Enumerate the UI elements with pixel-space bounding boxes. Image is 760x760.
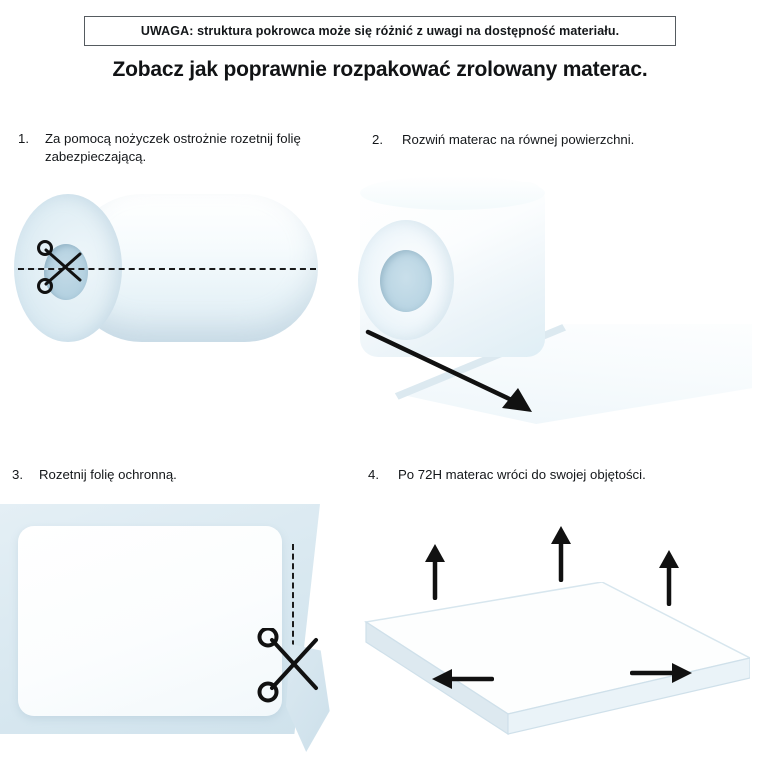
- mattress-roll-core-hole: [380, 250, 432, 312]
- notice-text: UWAGA: struktura pokrowca może się różnić z uwagi na dostępność materiału.: [140, 24, 620, 38]
- step-3-number: 3.: [12, 467, 23, 482]
- figure-expanded-mattress: [352, 520, 752, 760]
- step-3-label: [12, 466, 312, 484]
- arrow-diagonal-icon: [362, 326, 552, 421]
- figure-rolled-mattress: [8, 186, 338, 366]
- flat-mattress: [18, 526, 282, 716]
- step-1-label: [18, 130, 328, 166]
- step-2-text: Rozwiń materac na równej powierzchni.: [402, 132, 635, 147]
- step-4-text: Po 72H materac wróci do swojej objętości.: [398, 467, 646, 482]
- step-4-label: [368, 466, 728, 484]
- arrow-right-icon: [630, 662, 694, 684]
- arrow-up-icon: [658, 548, 680, 606]
- figure-unrolling-mattress: [352, 176, 752, 426]
- mattress-roll-top: [360, 176, 545, 210]
- page-title: Zobacz jak poprawnie rozpakować zrolowany materac.: [112, 58, 648, 81]
- step-1-number: 1.: [18, 131, 29, 146]
- step-3-text: Rozetnij folię ochronną.: [39, 467, 177, 482]
- step-2-label: [372, 131, 702, 149]
- arrow-up-icon: [424, 542, 446, 600]
- step-2-number: 2.: [372, 132, 383, 147]
- step-1-text: Za pomocą nożyczek ostrożnie rozetnij folię zabezpieczającą.: [45, 131, 301, 165]
- step-4-number: 4.: [368, 467, 379, 482]
- scissors-icon: [36, 240, 90, 294]
- notice-banner: [84, 16, 676, 46]
- scissors-icon: [256, 628, 332, 704]
- arrow-up-icon: [550, 524, 572, 582]
- arrow-left-icon: [430, 668, 494, 690]
